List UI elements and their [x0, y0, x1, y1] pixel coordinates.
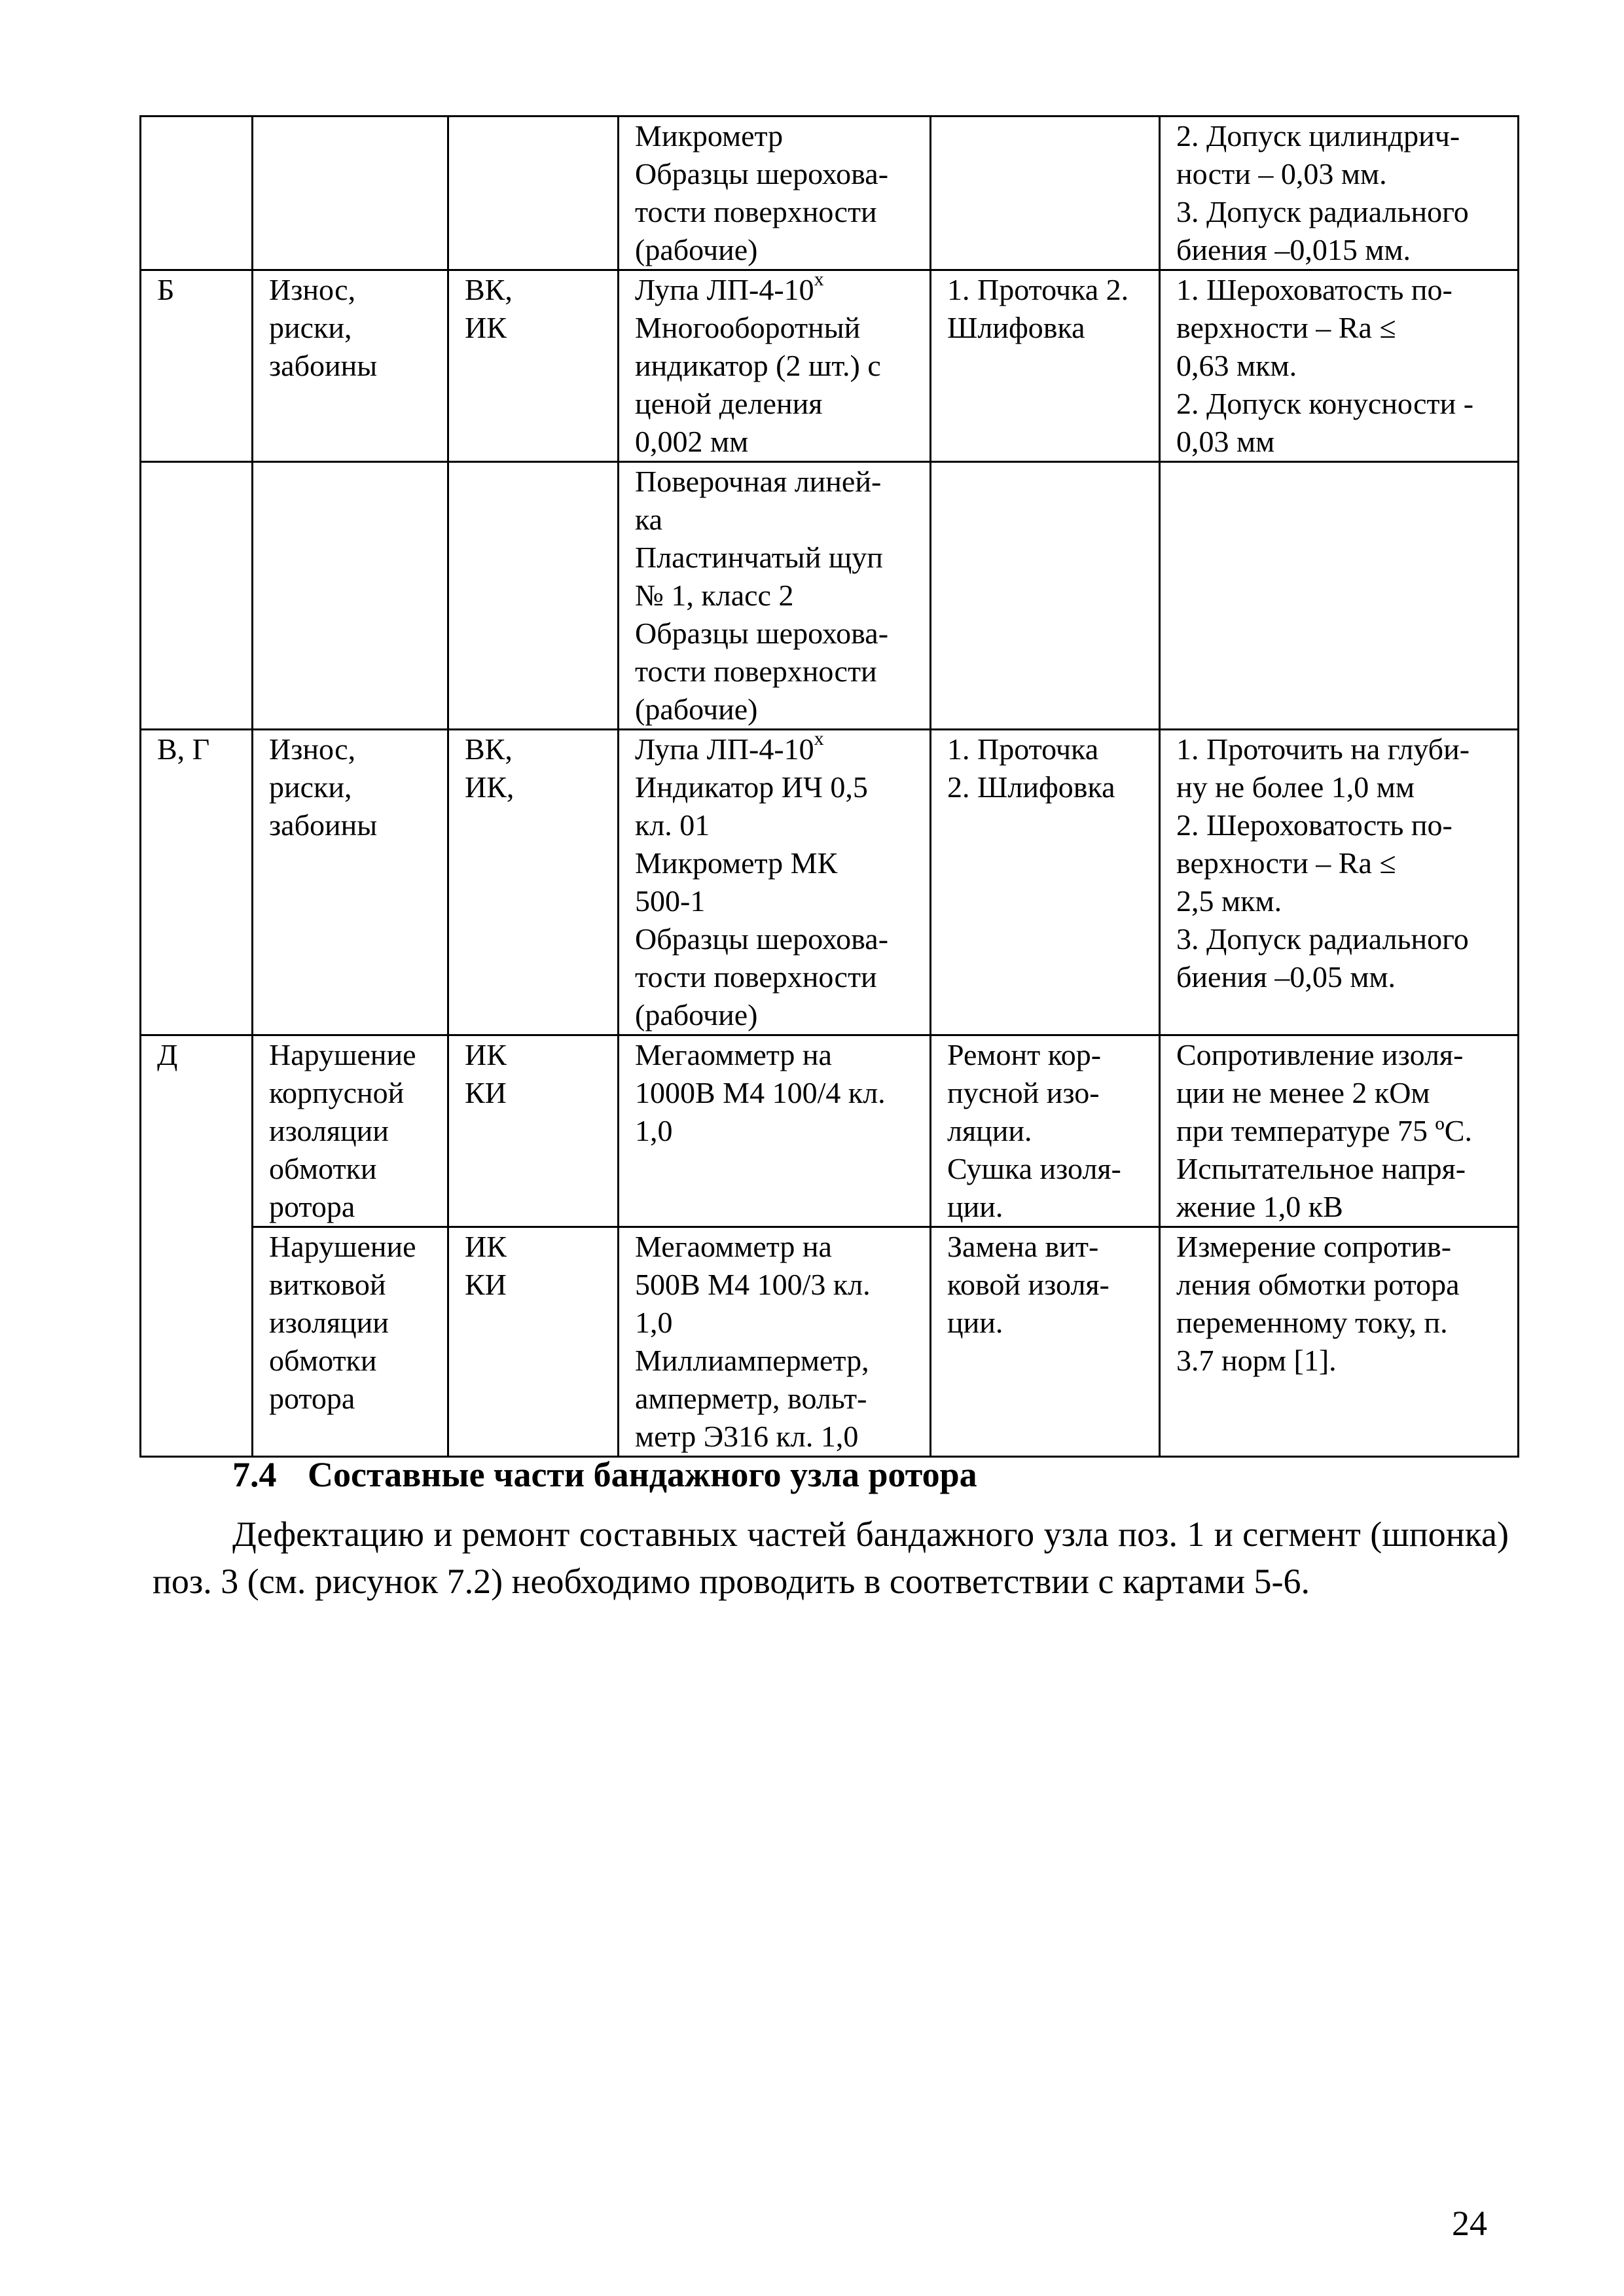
- superscript-x: х: [814, 729, 824, 749]
- body-paragraph: Дефектацию и ремонт составных частей бандажного узла поз. 1 и сегмент (шпонка) поз. 3 (см. рисунок 7.2) необходимо проводить в соответствии с картами 5-6.: [153, 1515, 1509, 1601]
- cell-requirements: 1. Шероховатость по- верхности – Ra ≤ 0,63 мкм. 2. Допуск конусности - 0,03 мм: [1160, 270, 1519, 462]
- cell-tools: Поверочная линей- ка Пластинчатый щуп № 1, класс 2 Образцы шерохова- тости поверхности (рабочие): [619, 462, 931, 730]
- cell-method: [448, 462, 619, 730]
- cell-defect: [253, 117, 448, 270]
- cell-repair: [931, 462, 1160, 730]
- cell-defect: Износ, риски, забоины: [253, 730, 448, 1035]
- superscript-x: х: [814, 270, 824, 290]
- table-row: [141, 1227, 1519, 1457]
- cell-requirements: 1. Проточить на глуби- ну не более 1,0 мм 2. Шероховатость по- верхности – Ra ≤ 2,5 мкм. 3. Допуск радиального биения –0,05 мм.: [1160, 730, 1519, 1035]
- cell-requirements: [1160, 462, 1519, 730]
- tools-text-rest: Индикатор ИЧ 0,5 кл. 01 Микрометр МК 500-1 Образцы шерохова- тости поверхности (рабочие): [635, 770, 889, 1031]
- tools-text: Лупа ЛП-4-10: [635, 273, 814, 306]
- cell-repair: 1. Проточка 2. Шлифовка: [931, 270, 1160, 462]
- cell-tools: Микрометр Образцы шерохова- тости поверхности (рабочие): [619, 117, 931, 270]
- cell-zone: В, Г: [141, 730, 253, 1035]
- cell-zone: Д: [141, 1035, 253, 1457]
- cell-repair: 1. Проточка 2. Шлифовка: [931, 730, 1160, 1035]
- table-row: [141, 462, 1519, 730]
- tools-text: Лупа ЛП-4-10: [635, 732, 814, 766]
- table-row: [141, 270, 1519, 462]
- cell-method: [448, 117, 619, 270]
- cell-tools: [619, 270, 931, 462]
- cell-tools: Мегаомметр на 1000В М4 100/4 кл. 1,0: [619, 1035, 931, 1227]
- cell-zone: [141, 117, 253, 270]
- cell-requirements: Сопротивление изоля- ции не менее 2 кОм при температуре 75 ºС. Испытательное напря- жение 1,0 кВ: [1160, 1035, 1519, 1227]
- cell-tools: [619, 730, 931, 1035]
- cell-repair: Замена вит- ковой изоля- ции.: [931, 1227, 1160, 1457]
- section-number: 7.4: [232, 1455, 277, 1494]
- cell-requirements: Измерение сопротив- ления обмотки ротора переменному току, п. 3.7 норм [1].: [1160, 1227, 1519, 1457]
- cell-zone: Б: [141, 270, 253, 462]
- cell-method: ИК КИ: [448, 1035, 619, 1227]
- tools-text-rest: Многооборотный индикатор (2 шт.) с ценой деления 0,002 мм: [635, 311, 881, 458]
- page-number: 24: [1452, 2204, 1487, 2243]
- table-row: [141, 1035, 1519, 1227]
- cell-method: ВК, ИК,: [448, 730, 619, 1035]
- cell-defect: [253, 462, 448, 730]
- table-row: [141, 117, 1519, 270]
- defect-table: [139, 115, 1519, 1458]
- cell-zone: [141, 462, 253, 730]
- cell-defect: Нарушение витковой изоляции обмотки ротора: [253, 1227, 448, 1457]
- cell-repair: [931, 117, 1160, 270]
- cell-method: ИК КИ: [448, 1227, 619, 1457]
- cell-tools: Мегаомметр на 500В М4 100/3 кл. 1,0 Миллиамперметр, амперметр, вольт- метр Э316 кл. 1,0: [619, 1227, 931, 1457]
- section-heading: [232, 1452, 977, 1498]
- cell-repair: Ремонт кор- пусной изо- ляции. Сушка изоля- ции.: [931, 1035, 1160, 1227]
- cell-method: ВК, ИК: [448, 270, 619, 462]
- cell-requirements: 2. Допуск цилиндрич- ности – 0,03 мм. 3. Допуск радиального биения –0,015 мм.: [1160, 117, 1519, 270]
- section-title: Составные части бандажного узла ротора: [308, 1455, 977, 1494]
- cell-defect: Износ, риски, забоины: [253, 270, 448, 462]
- table-row: [141, 730, 1519, 1035]
- cell-defect: Нарушение корпусной изоляции обмотки ротора: [253, 1035, 448, 1227]
